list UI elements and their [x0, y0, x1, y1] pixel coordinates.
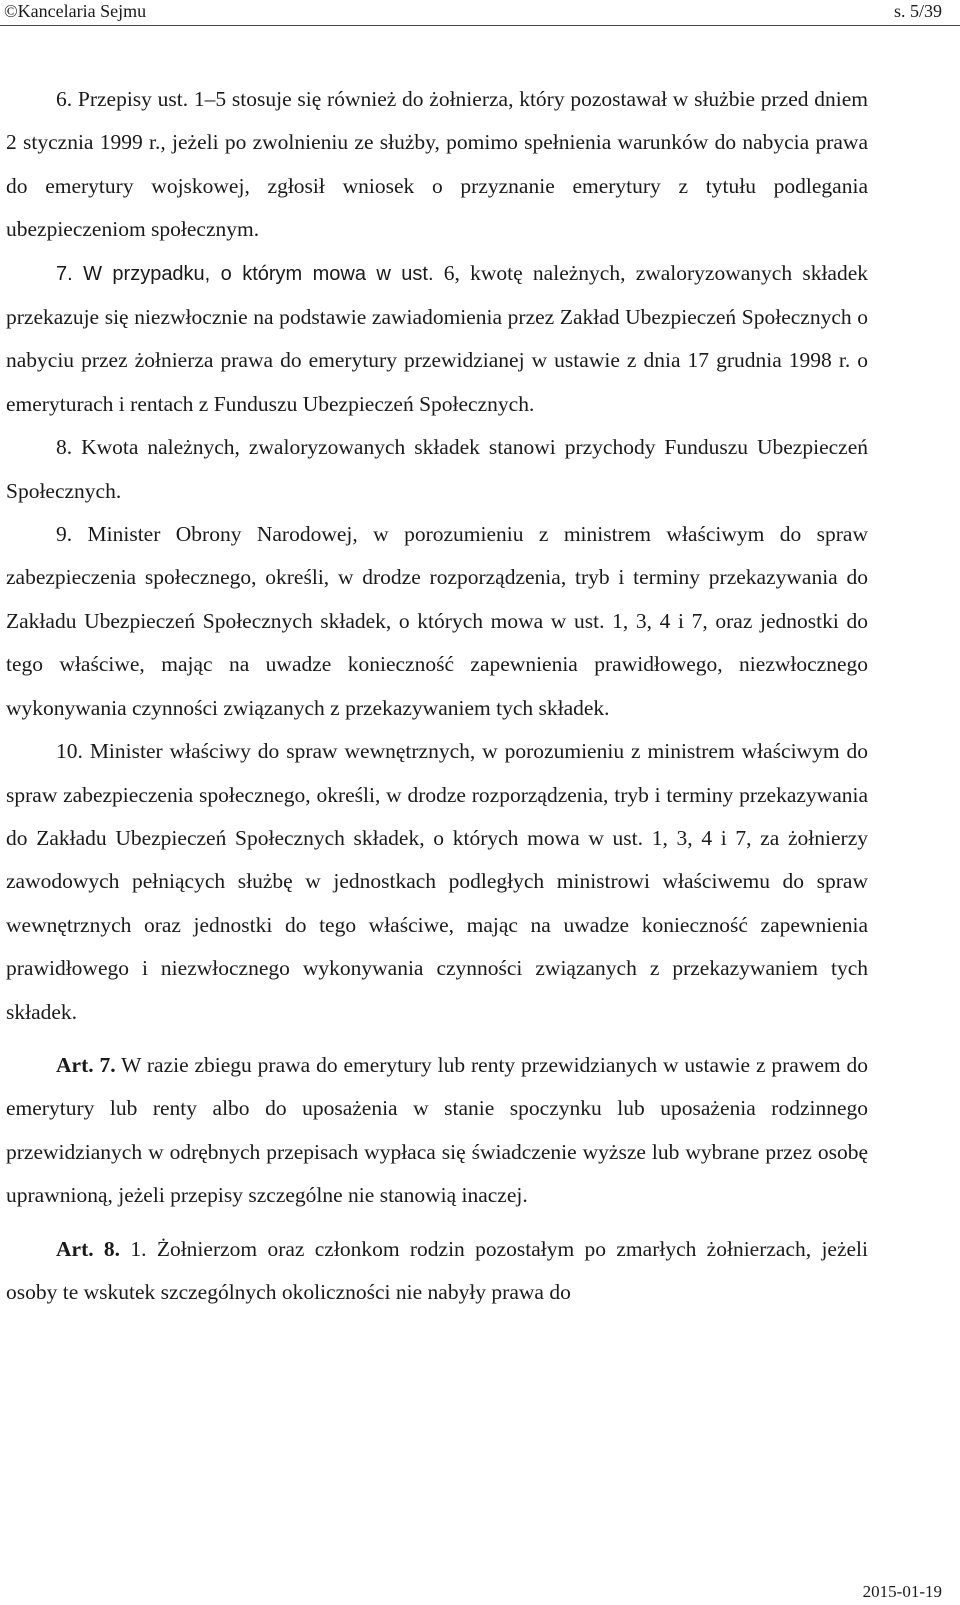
article-8: [6, 1228, 868, 1315]
page-number: s. 5/39: [893, 1, 942, 21]
article-8-text: 1. Żołnierzom oraz członkom rodzin pozostałym po zmarłych żołnierzach, jeżeli osoby te wskutek szczególnych okoliczności nie nabyły prawa do: [6, 1236, 868, 1304]
article-8-label: Art. 8.: [56, 1236, 121, 1261]
paragraph-8: 8. Kwota należnych, zwaloryzowanych składek stanowi przychody Funduszu Ubezpieczeń Społecznych.: [6, 435, 868, 503]
document-body: [6, 78, 868, 1314]
header-divider: [0, 25, 960, 26]
article-7: [6, 1044, 868, 1218]
paragraph-9: 9. Minister Obrony Narodowej, w porozumieniu z ministrem właściwym do spraw zabezpieczenia społecznego, określi, w drodze rozporządzenia, tryb i terminy przekazywania do Zakładu Ubezpieczeń Społecznych składek, o których mowa w ust. 1, 3, 4 i 7, oraz jednostki do tego właściwe, mając na uwadze konieczność zapewnienia prawidłowego, niezwłocznego wykonywania czynności związanych z przekazywaniem tych składek.: [6, 522, 868, 720]
paragraph-10: 10. Minister właściwy do spraw wewnętrznych, w porozumieniu z ministrem właściwym do spraw zabezpieczenia społecznego, określi, w drodze rozporządzenia, tryb i terminy przekazywania do Zakładu Ubezpieczeń Społecznych składek, o których mowa w ust. 1, 3, 4 i 7, za żołnierzy zawodowych pełniących służbę w jednostkach podległych ministrowi właściwemu do spraw wewnętrznych oraz jednostki do tego właściwe, mając na uwadze konieczność zapewnienia prawidłowego i niezwłocznego wykonywania czynności związanych z przekazywaniem tych składek.: [6, 739, 868, 1024]
paragraph-7: [6, 252, 868, 427]
paragraph-7-lead: 7. W przypadku, o którym mowa w ust.: [56, 262, 434, 285]
publisher-label: ©Kancelaria Sejmu: [4, 1, 147, 21]
article-7-label: Art. 7.: [56, 1052, 116, 1077]
page-header: [0, 0, 960, 26]
paragraph-6: 6. Przepisy ust. 1–5 stosuje się również do żołnierza, który pozostawał w służbie przed dniem 2 stycznia 1999 r., jeżeli po zwolnieniu ze służby, pomimo spełnienia warunków do nabycia prawa do emerytury wojskowej, zgłosił wniosek o przyznanie emerytury z tytułu podlegania ubezpieczeniom społecznym.: [6, 87, 868, 242]
article-7-text: W razie zbiegu prawa do emerytury lub renty przewidzianych w ustawie z prawem do emerytury lub renty albo do uposażenia w stanie spoczynku lub uposażenia rodzinnego przewidzianych w odrębnych przepisach wypłaca się świadczenie wyższe lub wybrane przez osobę uprawnioną, jeżeli przepisy szczególne nie stanowią inaczej.: [6, 1052, 868, 1208]
footer-date: 2015-01-19: [862, 1582, 942, 1601]
paragraph-7-text: 6, kwotę należnych, zwaloryzowanych składek przekazuje się niezwłocznie na podstawie zawiadomienia przez Zakład Ubezpieczeń Społecznych o nabyciu przez żołnierza prawa do emerytury przewidzianej w ustawie z dnia 17 grudnia 1998 r. o emeryturach i rentach z Funduszu Ubezpieczeń Społecznych.: [6, 260, 869, 416]
